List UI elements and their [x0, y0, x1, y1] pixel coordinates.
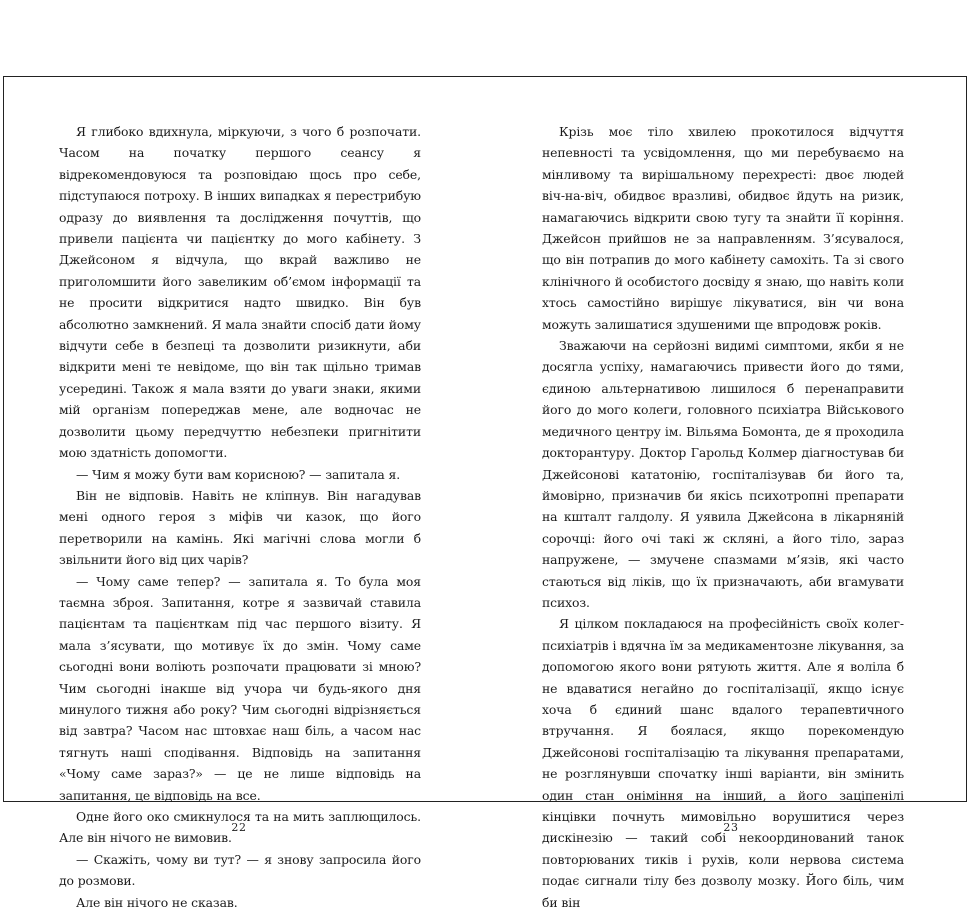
left-page [59, 121, 421, 913]
left-paragraph-1: Я глибоко вдихнула, міркуючи, з чого б розпочати. Часом на початку першого сеансу я відрекомендовуюся та розповідаю щось про себе, підступаюся потроху. В інших випадках я перестрибую одразу до виявлення та дослідження почуттів, що привели пацієнта чи пацієнтку до мого кабінету. З Джейсоном я відчула, що вкрай важливо не приголомшити його завеликим об’ємом інформації та не просити відкритися надто швидко. Він був абсолютно замкнений. Я мала знайти спосіб дати йому відчути себе в безпеці та дозволити ризикнути, аби відкрити мені те невідоме, що він так щільно тримав усередині. Також я мала взяти до уваги знаки, якими мій організм попереджав мене, але водночас не дозволити цьому передчуттю небезпеки пригнітити мою здатність допомогти. [59, 124, 421, 461]
left-paragraph-7: Але він нічого не сказав. [76, 894, 238, 910]
left-paragraph-4: — Чому саме тепер? — запитала я. То була моя таємна зброя. Запитання, котре я зазвичай ставила пацієнтам та пацієнткам під час першого візиту. Я мала з’ясувати, що мотивує їх до змін. Чому саме сьогодні вони воліють розпочати працювати зі мною? Чим сьогодні інакше від учора чи будь-якого дня минулого тижня або року? Чим сьогодні відрізняється від завтра? Часом нас штовхає наш біль, а часом нас тягнуть наші сподівання. Відповідь на запитання «Чому саме зараз?» — це не лише відповідь на запитання, це відповідь на все. [59, 573, 421, 803]
book-spread [3, 76, 967, 910]
left-page-number: 22 [231, 821, 247, 834]
right-paragraph-3: Я цілком покладаюся на професійність своїх колег-психіатрів і вдячна їм за медикаментозне лікування, за допомогою якого вони рятують життя. Але я воліла б не вдаватися негайно до госпіталізації, якщо існує хоча б єдиний шанс вдалого терапевтичного втручання. Я боялася, якщо порекомендую Джейсонові госпіталізацію та лікування препаратами, не розглянувши спочатку інші варіанти, він змінить один стан оніміння на інший, а його заціпенілі кінцівки почнуть мимовільно ворушитися через дискінезію — такий собі некоординований танок повторюваних тиків і рухів, коли нервова система подає сигнали тілу без дозволу мозку. Його біль, чим би він [542, 616, 904, 910]
right-paragraph-1: Крізь моє тіло хвилею прокотилося відчуття непевності та усвідомлення, що ми перебуваємо на мінливому та вирішальному перехресті: двоє людей віч-на-віч, обидвоє вразливі, обидвоє йдуть на ризик, намагаючись відкрити свою тугу та знайти її коріння. Джейсон прийшов не за направленням. З’ясувалося, що він потрапив до мого кабінету самохіть. Та зі свого клінічного й особистого досвіду я знаю, що навіть коли хтось самостійно вирішує лікуватися, він чи вона можуть залишатися здушеними ще впродовж років. [542, 124, 904, 332]
right-page-number: 23 [723, 821, 739, 834]
right-page [542, 121, 904, 913]
left-paragraph-5: Одне його око смикнулося та на мить заплющилось. Але він нічого не вимовив. [59, 809, 421, 846]
left-paragraph-3: Він не відповів. Навіть не кліпнув. Він нагадував мені одного героя з міфів чи казок, що його перетворили на камінь. Які магічні слова могли б звільнити його від цих чарів? [59, 487, 421, 568]
left-paragraph-6: — Скажіть, чому ви тут? — я знову запросила його до розмови. [59, 851, 421, 889]
right-paragraph-2: Зважаючи на серйозні видимі симптоми, якби я не досягла успіху, намагаючись привести його до тями, єдиною альтернативою лишилося б перенаправити його до мого колеги, головного психіатра Військового медичного центру ім. Вільяма Бомонта, де я проходила докторантуру. Доктор Гарольд Колмер діагностував би Джейсонові кататонію, госпіталізував би його та, ймовірно, призначив би якісь психотропні препарати на кшталт галдолу. Я уявила Джейсона в лікарняній сорочці: його очі такі ж скляні, а його тіло, зараз напружене, — змучене спазмами м’язів, які часто стаються від ліків, що їх призначають, аби вгамувати психоз. [542, 338, 904, 610]
left-paragraph-2: — Чим я можу бути вам корисною? — запитала я. [76, 466, 401, 482]
